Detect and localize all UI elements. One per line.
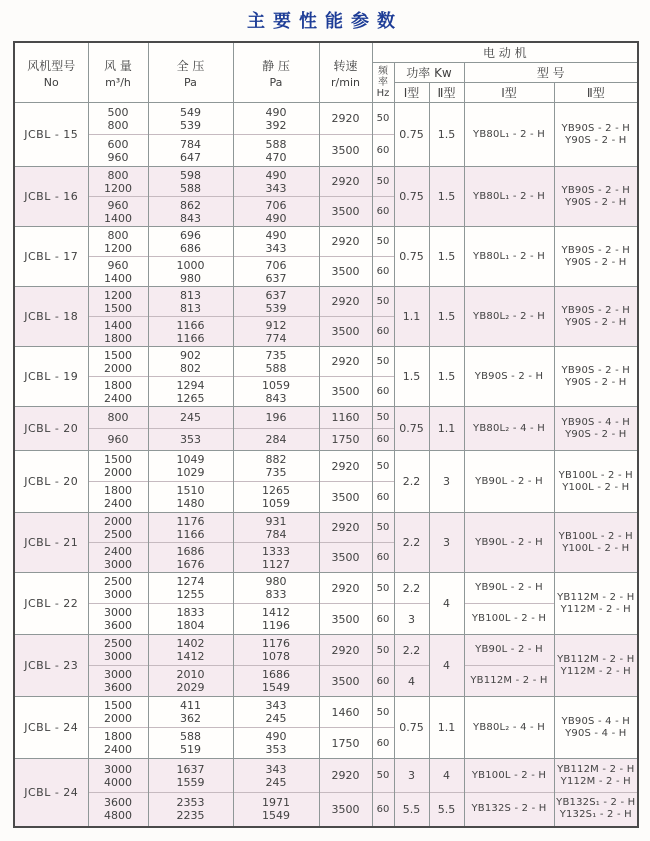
col-header-frequency: 频率 Hz — [372, 63, 394, 103]
total-pressure-cell: 862 843 — [148, 197, 233, 227]
frequency-cell: 60 — [372, 793, 394, 827]
air-volume-cell: 1200 1500 — [88, 287, 148, 317]
total-pressure-cell: 598 588 — [148, 167, 233, 197]
frequency-cell: 50 — [372, 103, 394, 135]
frequency-cell: 50 — [372, 635, 394, 666]
speed-cell: 1160 — [319, 407, 372, 429]
speed-cell: 3500 — [319, 197, 372, 227]
power-type1-cell: 3 — [394, 759, 429, 793]
motor-model-type1-cell: YB80L₁ - 2 - H — [464, 227, 554, 287]
frequency-cell: 60 — [372, 604, 394, 635]
motor-model-type2-cell: YB132S₁ - 2 - H Y132S₁ - 2 - H — [554, 793, 638, 827]
power-type2-cell: 4 — [429, 635, 464, 697]
table-row — [14, 604, 638, 635]
static-pressure-cell: 931 784 — [233, 513, 319, 543]
col-header-total-pressure: 全 压 Pa — [148, 42, 233, 103]
header-row-1 — [14, 42, 638, 63]
total-pressure-cell: 2010 2029 — [148, 666, 233, 697]
frequency-cell: 50 — [372, 347, 394, 377]
frequency-cell: 50 — [372, 573, 394, 604]
speed-cell: 2920 — [319, 103, 372, 135]
total-pressure-cell: 784 647 — [148, 135, 233, 167]
speed-cell: 3500 — [319, 135, 372, 167]
frequency-cell: 50 — [372, 287, 394, 317]
total-pressure-cell: 696 686 — [148, 227, 233, 257]
static-pressure-cell: 1059 843 — [233, 377, 319, 407]
power-type1-cell: 2.2 — [394, 451, 429, 513]
air-volume-cell: 1500 2000 — [88, 697, 148, 728]
air-volume-cell: 960 1400 — [88, 257, 148, 287]
power-type1-cell: 2.2 — [394, 573, 429, 604]
total-pressure-cell: 2353 2235 — [148, 793, 233, 827]
total-pressure-cell: 1294 1265 — [148, 377, 233, 407]
speed-cell: 3500 — [319, 377, 372, 407]
fan-model-cell: JCBL - 16 — [14, 167, 88, 227]
table-row — [14, 451, 638, 482]
static-pressure-cell: 1412 1196 — [233, 604, 319, 635]
frequency-cell: 50 — [372, 227, 394, 257]
total-pressure-cell: 1274 1255 — [148, 573, 233, 604]
total-pressure-cell: 813 813 — [148, 287, 233, 317]
motor-model-type1-cell: YB80L₂ - 2 - H — [464, 287, 554, 347]
static-pressure-cell: 1265 1059 — [233, 482, 319, 513]
motor-model-type2-cell: YB90S - 2 - H Y90S - 2 - H — [554, 287, 638, 347]
fan-model-cell: JCBL - 21 — [14, 513, 88, 573]
speed-cell: 2920 — [319, 759, 372, 793]
static-pressure-cell: 490 392 — [233, 103, 319, 135]
table-row — [14, 759, 638, 793]
frequency-cell: 60 — [372, 135, 394, 167]
motor-model-type2-cell: YB100L - 2 - H Y100L - 2 - H — [554, 451, 638, 513]
air-volume-cell: 800 1200 — [88, 167, 148, 197]
fan-model-cell: JCBL - 18 — [14, 287, 88, 347]
air-volume-cell: 1500 2000 — [88, 347, 148, 377]
motor-model-type2-cell: YB90S - 4 - H Y90S - 2 - H — [554, 407, 638, 451]
motor-model-type2-cell: YB112M - 2 - H Y112M - 2 - H — [554, 635, 638, 697]
motor-model-type2-cell: YB90S - 2 - H Y90S - 2 - H — [554, 103, 638, 167]
static-pressure-cell: 1686 1549 — [233, 666, 319, 697]
air-volume-cell: 960 1400 — [88, 197, 148, 227]
static-pressure-cell: 343 245 — [233, 759, 319, 793]
power-type1-cell: 5.5 — [394, 793, 429, 827]
static-pressure-cell: 882 735 — [233, 451, 319, 482]
speed-cell: 2920 — [319, 347, 372, 377]
total-pressure-cell: 411 362 — [148, 697, 233, 728]
fan-model-cell: JCBL - 15 — [14, 103, 88, 167]
speed-cell: 2920 — [319, 451, 372, 482]
frequency-cell: 50 — [372, 697, 394, 728]
speed-cell: 2920 — [319, 513, 372, 543]
power-type1-cell: 0.75 — [394, 167, 429, 227]
table-row — [14, 697, 638, 728]
total-pressure-cell: 245 — [148, 407, 233, 429]
static-pressure-cell: 912 774 — [233, 317, 319, 347]
table-row — [14, 635, 638, 666]
motor-model-type1-cell: YB100L - 2 - H — [464, 604, 554, 635]
table-row — [14, 793, 638, 827]
air-volume-cell: 1800 2400 — [88, 728, 148, 759]
speed-cell: 3500 — [319, 257, 372, 287]
speed-cell: 2920 — [319, 287, 372, 317]
air-volume-cell: 2400 3000 — [88, 543, 148, 573]
motor-model-type1-cell: YB112M - 2 - H — [464, 666, 554, 697]
table-row — [14, 573, 638, 604]
power-type1-cell: 2.2 — [394, 635, 429, 666]
power-type2-cell: 5.5 — [429, 793, 464, 827]
air-volume-cell: 2500 3000 — [88, 635, 148, 666]
motor-model-type1-cell: YB80L₁ - 2 - H — [464, 103, 554, 167]
static-pressure-cell: 706 490 — [233, 197, 319, 227]
power-type2-cell: 1.5 — [429, 287, 464, 347]
motor-model-type1-cell: YB90L - 2 - H — [464, 451, 554, 513]
total-pressure-cell: 353 — [148, 429, 233, 451]
motor-model-type1-cell: YB80L₂ - 4 - H — [464, 697, 554, 759]
fan-model-cell: JCBL - 17 — [14, 227, 88, 287]
table-row — [14, 287, 638, 317]
air-volume-cell: 3000 4000 — [88, 759, 148, 793]
static-pressure-cell: 343 245 — [233, 697, 319, 728]
total-pressure-cell: 1000 980 — [148, 257, 233, 287]
air-volume-cell: 1800 2400 — [88, 482, 148, 513]
air-volume-cell: 1500 2000 — [88, 451, 148, 482]
table-header — [14, 42, 638, 103]
total-pressure-cell: 549 539 — [148, 103, 233, 135]
fan-model-cell: JCBL - 22 — [14, 573, 88, 635]
speed-cell: 2920 — [319, 635, 372, 666]
frequency-cell: 60 — [372, 482, 394, 513]
air-volume-cell: 3000 3600 — [88, 604, 148, 635]
total-pressure-cell: 1833 1804 — [148, 604, 233, 635]
air-volume-cell: 1800 2400 — [88, 377, 148, 407]
air-volume-cell: 600 960 — [88, 135, 148, 167]
power-type2-cell: 1.5 — [429, 167, 464, 227]
static-pressure-cell: 1176 1078 — [233, 635, 319, 666]
table-row — [14, 167, 638, 197]
power-type1-cell: 3 — [394, 604, 429, 635]
fan-model-cell: JCBL - 23 — [14, 635, 88, 697]
static-pressure-cell: 490 343 — [233, 167, 319, 197]
power-type1-cell: 2.2 — [394, 513, 429, 573]
static-pressure-cell: 706 637 — [233, 257, 319, 287]
speed-cell: 1460 — [319, 697, 372, 728]
frequency-cell: 50 — [372, 451, 394, 482]
power-type2-cell: 1.1 — [429, 697, 464, 759]
fan-model-cell: JCBL - 24 — [14, 759, 88, 827]
total-pressure-cell: 1686 1676 — [148, 543, 233, 573]
static-pressure-cell: 735 588 — [233, 347, 319, 377]
static-pressure-cell: 1333 1127 — [233, 543, 319, 573]
motor-model-type2-cell: YB90S - 2 - H Y90S - 2 - H — [554, 227, 638, 287]
frequency-cell: 60 — [372, 543, 394, 573]
power-type2-cell: 1.5 — [429, 347, 464, 407]
air-volume-cell: 800 — [88, 407, 148, 429]
motor-model-type1-cell: YB90L - 2 - H — [464, 635, 554, 666]
motor-model-type1-cell: YB90S - 2 - H — [464, 347, 554, 407]
static-pressure-cell: 490 353 — [233, 728, 319, 759]
air-volume-cell: 3000 3600 — [88, 666, 148, 697]
table-row — [14, 227, 638, 257]
power-type1-cell: 0.75 — [394, 407, 429, 451]
motor-model-type2-cell: YB90S - 2 - H Y90S - 2 - H — [554, 167, 638, 227]
speed-cell: 3500 — [319, 543, 372, 573]
power-type1-cell: 0.75 — [394, 103, 429, 167]
air-volume-cell: 2000 2500 — [88, 513, 148, 543]
power-type2-cell: 4 — [429, 573, 464, 635]
total-pressure-cell: 1176 1166 — [148, 513, 233, 543]
speed-cell: 1750 — [319, 728, 372, 759]
speed-cell: 2920 — [319, 573, 372, 604]
speed-cell: 2920 — [319, 167, 372, 197]
col-header-model-type1: Ⅰ型 — [464, 83, 554, 103]
power-type2-cell: 1.5 — [429, 227, 464, 287]
frequency-cell: 50 — [372, 759, 394, 793]
frequency-cell: 50 — [372, 513, 394, 543]
table-row — [14, 347, 638, 377]
col-header-air-volume: 风 量 m³/h — [88, 42, 148, 103]
frequency-cell: 60 — [372, 429, 394, 451]
power-type2-cell: 3 — [429, 513, 464, 573]
motor-model-type2-cell: YB90S - 4 - H Y90S - 4 - H — [554, 697, 638, 759]
page-title: 主要性能参数 — [247, 11, 403, 32]
motor-model-type1-cell: YB90L - 2 - H — [464, 513, 554, 573]
power-type2-cell: 4 — [429, 759, 464, 793]
air-volume-cell: 1400 1800 — [88, 317, 148, 347]
motor-model-type2-cell: YB112M - 2 - H Y112M - 2 - H — [554, 759, 638, 793]
static-pressure-cell: 1971 1549 — [233, 793, 319, 827]
air-volume-cell: 500 800 — [88, 103, 148, 135]
total-pressure-cell: 902 802 — [148, 347, 233, 377]
power-type1-cell: 1.5 — [394, 347, 429, 407]
motor-model-type1-cell: YB80L₂ - 4 - H — [464, 407, 554, 451]
frequency-cell: 60 — [372, 666, 394, 697]
power-type1-cell: 0.75 — [394, 227, 429, 287]
static-pressure-cell: 637 539 — [233, 287, 319, 317]
static-pressure-cell: 980 833 — [233, 573, 319, 604]
air-volume-cell: 2500 3000 — [88, 573, 148, 604]
fan-model-cell: JCBL - 20 — [14, 407, 88, 451]
power-type2-cell: 1.1 — [429, 407, 464, 451]
total-pressure-cell: 1637 1559 — [148, 759, 233, 793]
static-pressure-cell: 196 — [233, 407, 319, 429]
col-header-speed: 转速 r/min — [319, 42, 372, 103]
col-header-fan-model: 风机型号 No — [14, 42, 88, 103]
col-header-power-type1: Ⅰ型 — [394, 83, 429, 103]
motor-model-type1-cell: YB90L - 2 - H — [464, 573, 554, 604]
power-type1-cell: 4 — [394, 666, 429, 697]
power-type1-cell: 1.1 — [394, 287, 429, 347]
col-header-power-type2: Ⅱ型 — [429, 83, 464, 103]
static-pressure-cell: 490 343 — [233, 227, 319, 257]
speed-cell: 3500 — [319, 604, 372, 635]
table-row — [14, 666, 638, 697]
air-volume-cell: 960 — [88, 429, 148, 451]
static-pressure-cell: 284 — [233, 429, 319, 451]
speed-cell: 3500 — [319, 793, 372, 827]
frequency-cell: 60 — [372, 197, 394, 227]
frequency-cell: 50 — [372, 167, 394, 197]
total-pressure-cell: 1402 1412 — [148, 635, 233, 666]
col-header-power: 功率 Kw — [394, 63, 464, 83]
table-row — [14, 407, 638, 429]
speed-cell: 1750 — [319, 429, 372, 451]
frequency-cell: 60 — [372, 728, 394, 759]
table-row — [14, 513, 638, 543]
motor-model-type2-cell: YB100L - 2 - H Y100L - 2 - H — [554, 513, 638, 573]
col-header-motor: 电 动 机 — [372, 42, 638, 63]
total-pressure-cell: 588 519 — [148, 728, 233, 759]
motor-model-type2-cell: YB112M - 2 - H Y112M - 2 - H — [554, 573, 638, 635]
col-header-static-pressure: 静 压 Pa — [233, 42, 319, 103]
speed-cell: 2920 — [319, 227, 372, 257]
motor-model-type1-cell: YB80L₁ - 2 - H — [464, 167, 554, 227]
speed-cell: 3500 — [319, 666, 372, 697]
fan-model-cell: JCBL - 19 — [14, 347, 88, 407]
motor-model-type2-cell: YB90S - 2 - H Y90S - 2 - H — [554, 347, 638, 407]
performance-table — [13, 41, 639, 828]
air-volume-cell: 3600 4800 — [88, 793, 148, 827]
total-pressure-cell: 1510 1480 — [148, 482, 233, 513]
motor-model-type1-cell: YB132S - 2 - H — [464, 793, 554, 827]
fan-model-cell: JCBL - 24 — [14, 697, 88, 759]
frequency-cell: 60 — [372, 317, 394, 347]
table-body — [14, 103, 638, 827]
power-type2-cell: 1.5 — [429, 103, 464, 167]
col-header-model-group: 型 号 — [464, 63, 638, 83]
power-type1-cell: 0.75 — [394, 697, 429, 759]
total-pressure-cell: 1166 1166 — [148, 317, 233, 347]
frequency-cell: 50 — [372, 407, 394, 429]
air-volume-cell: 800 1200 — [88, 227, 148, 257]
motor-model-type1-cell: YB100L - 2 - H — [464, 759, 554, 793]
static-pressure-cell: 588 470 — [233, 135, 319, 167]
speed-cell: 3500 — [319, 482, 372, 513]
fan-model-cell: JCBL - 20 — [14, 451, 88, 513]
table-row — [14, 103, 638, 135]
frequency-cell: 60 — [372, 257, 394, 287]
speed-cell: 3500 — [319, 317, 372, 347]
total-pressure-cell: 1049 1029 — [148, 451, 233, 482]
frequency-cell: 60 — [372, 377, 394, 407]
power-type2-cell: 3 — [429, 451, 464, 513]
col-header-model-type2: Ⅱ型 — [554, 83, 638, 103]
